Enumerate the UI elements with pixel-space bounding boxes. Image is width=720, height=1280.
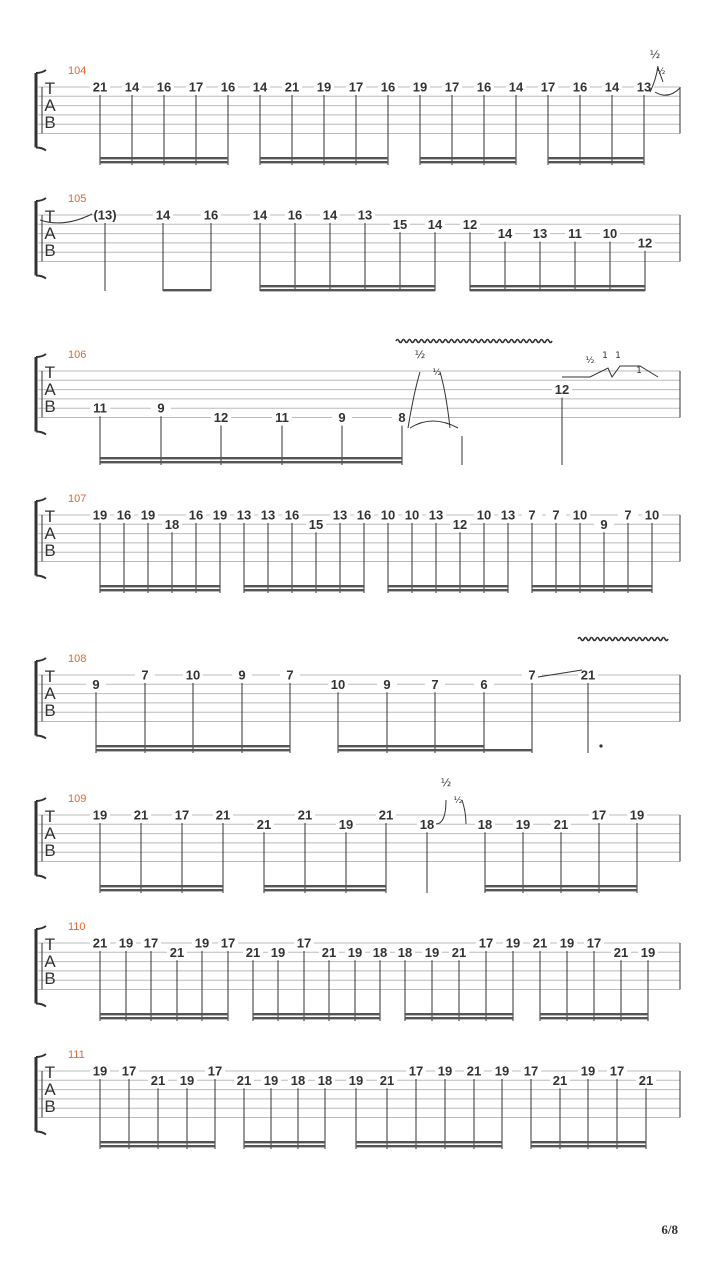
fret-number: 21 (215, 807, 231, 823)
fret-number: 18 (164, 516, 180, 532)
beam (253, 1017, 380, 1019)
bracket-hook-bottom (36, 876, 46, 879)
tab-system-110 (36, 921, 680, 1021)
beam (485, 889, 637, 891)
fret-number: 13 (357, 207, 373, 223)
beam (244, 1141, 325, 1143)
beam (338, 749, 484, 751)
fret-number: 7 (141, 667, 149, 683)
tab-clef-letter: B (44, 113, 56, 132)
fret-number: 21 (92, 935, 108, 951)
fret-number: 13 (500, 507, 516, 523)
fret-number: 21 (552, 1072, 568, 1088)
fret-number: 19 (412, 79, 428, 95)
fret-number: 7 (552, 507, 560, 523)
bracket-hook-top (36, 798, 46, 801)
fret-number: 15 (308, 516, 324, 532)
fret-number: 14 (252, 79, 268, 95)
fret-number: 21 (92, 79, 108, 95)
fret-number: 18 (372, 944, 388, 960)
fret-number: 19 (494, 1063, 510, 1079)
fret-number: 21 (297, 807, 313, 823)
beam (405, 1017, 513, 1019)
fret-number: 10 (404, 507, 420, 523)
bracket-hook-top (36, 198, 46, 201)
fret-number: 13 (236, 507, 252, 523)
bracket-hook-top (36, 354, 46, 357)
fret-number: 17 (591, 807, 607, 823)
fret-number: 19 (580, 1063, 596, 1079)
beam (260, 161, 388, 163)
beam (100, 461, 402, 463)
beam (100, 585, 220, 587)
fret-number: 19 (263, 1072, 279, 1088)
beam (253, 1013, 380, 1015)
beam (260, 289, 435, 291)
beam (100, 885, 223, 887)
fret-number: 17 (207, 1063, 223, 1079)
fret-number: 13 (260, 507, 276, 523)
tab-system-105 (36, 193, 680, 291)
beam (548, 157, 644, 159)
fret-number: 17 (174, 807, 190, 823)
vibrato-line (578, 638, 668, 641)
beam (338, 745, 484, 747)
fret-number: 17 (523, 1063, 539, 1079)
beam (540, 1013, 648, 1015)
fret-number: 21 (613, 944, 629, 960)
fret-number: 16 (284, 507, 300, 523)
fret-number: 16 (476, 79, 492, 95)
fret-number: 9 (157, 400, 165, 416)
bracket-hook-bottom (36, 148, 46, 151)
beam (470, 285, 645, 287)
beam (484, 749, 532, 751)
fret-number: 9 (383, 676, 391, 692)
fret-number: 12 (462, 216, 478, 232)
bracket-hook-bottom (36, 1004, 46, 1007)
tab-clef-letter: A (44, 1080, 56, 1099)
tab-clef-letter: A (44, 684, 56, 703)
staccato-dot (599, 744, 602, 747)
bar-number: 104 (68, 65, 87, 77)
bracket-hook-top (36, 70, 46, 73)
bracket-hook-top (36, 1054, 46, 1057)
beam (420, 161, 516, 163)
fret-number: 14 (155, 207, 171, 223)
tab-system-106 (36, 349, 680, 465)
tab-clef-letter: T (44, 807, 56, 826)
beam (420, 157, 516, 159)
beam (356, 1145, 502, 1147)
bend-amount-label: ½ (440, 776, 452, 789)
bar-number: 110 (68, 921, 86, 933)
fret-number: 17 (408, 1063, 424, 1079)
fret-number: 16 (156, 79, 172, 95)
fret-number: 21 (245, 944, 261, 960)
fret-number: 19 (270, 944, 286, 960)
fret-number: 19 (179, 1072, 195, 1088)
bar-number: 106 (68, 349, 87, 361)
beam (264, 889, 386, 891)
fret-number: 17 (540, 79, 556, 95)
tab-system-107 (36, 493, 680, 593)
beam (100, 161, 228, 163)
fret-number: 12 (554, 382, 570, 398)
fret-number: 18 (317, 1072, 333, 1088)
fret-number: 10 (380, 507, 396, 523)
tab-clef-letter: T (44, 667, 56, 686)
fret-number: 12 (213, 410, 229, 425)
tab-clef-letter: B (44, 841, 56, 860)
beam (100, 589, 220, 591)
fret-number: (13) (93, 207, 117, 223)
beam (356, 1141, 502, 1143)
fret-number: 17 (444, 79, 460, 95)
tab-clef-letter: A (44, 224, 56, 243)
release-curve (462, 800, 466, 824)
bar-number: 111 (68, 1049, 85, 1061)
fret-number: 14 (497, 226, 513, 242)
fret-number: 18 (477, 816, 493, 832)
fret-number: 7 (528, 667, 536, 683)
bracket-hook-top (36, 926, 46, 929)
bracket-hook-bottom (36, 1132, 46, 1135)
fret-number: 19 (424, 944, 440, 960)
beam (540, 1017, 648, 1019)
bend-amount-label: 1 (636, 366, 642, 376)
beam (264, 885, 386, 887)
fret-number: 17 (188, 79, 204, 95)
fret-number: 12 (452, 516, 468, 532)
fret-number: 21 (379, 1072, 395, 1088)
fret-number: 19 (515, 816, 531, 832)
fret-number: 17 (609, 1063, 625, 1079)
fret-number: 11 (93, 400, 107, 416)
fret-number: 21 (256, 816, 272, 832)
tab-clef-letter: B (44, 1097, 56, 1116)
bend-amount-label: ½ (453, 796, 463, 806)
beam (260, 285, 435, 287)
fret-number: 19 (640, 944, 656, 960)
fret-number: 21 (532, 935, 548, 951)
fret-number: 10 (476, 507, 492, 523)
fret-number: 21 (378, 807, 394, 823)
fret-number: 9 (600, 516, 608, 532)
fret-number: 7 (286, 667, 294, 683)
fret-number: 19 (338, 816, 354, 832)
fret-number: 10 (185, 667, 201, 683)
fret-number: 9 (338, 410, 346, 425)
bend-amount-label: 1 (602, 351, 608, 361)
fret-number: 17 (478, 935, 494, 951)
tab-clef-letter: T (44, 1063, 56, 1082)
fret-number: 16 (116, 507, 132, 523)
fret-number: 17 (121, 1063, 137, 1079)
fret-number: 15 (392, 216, 408, 232)
fret-number: 13 (332, 507, 348, 523)
fret-number: 21 (553, 816, 569, 832)
beam (388, 585, 508, 587)
beam (100, 1017, 228, 1019)
page-number: 6/8 (661, 1222, 678, 1237)
fret-number: 14 (427, 216, 443, 232)
beam (532, 589, 652, 591)
fret-number: 19 (140, 507, 156, 523)
bend-amount-label: ½ (414, 348, 426, 361)
fret-number: 11 (275, 410, 289, 425)
fret-number: 19 (505, 935, 521, 951)
fret-number: 21 (236, 1072, 252, 1088)
fret-number: 21 (466, 1063, 482, 1079)
slide-line (538, 670, 582, 677)
beam (531, 1145, 646, 1147)
tab-clef-letter: T (44, 363, 56, 382)
fret-number: 13 (532, 226, 548, 242)
bracket-hook-top (36, 498, 46, 501)
tab-clef-letter: T (44, 207, 56, 226)
fret-number: 18 (397, 944, 413, 960)
fret-number: 21 (321, 944, 337, 960)
bracket-hook-bottom (36, 276, 46, 279)
fret-number: 19 (118, 935, 134, 951)
fret-number: 14 (124, 79, 140, 95)
fret-number: 21 (451, 944, 467, 960)
fret-number: 12 (637, 235, 653, 251)
beam (163, 289, 211, 291)
fret-number: 6 (480, 676, 488, 692)
tab-clef-letter: A (44, 524, 56, 543)
fret-number: 21 (284, 79, 300, 95)
beam (100, 1013, 228, 1015)
fret-number: 7 (624, 507, 632, 523)
fret-number: 21 (580, 667, 596, 683)
fret-number: 17 (143, 935, 159, 951)
beam (405, 1013, 513, 1015)
tab-clef-letter: B (44, 969, 56, 988)
vibrato-line (396, 340, 552, 343)
fret-number: 9 (92, 676, 100, 692)
tab-clef-letter: B (44, 241, 56, 260)
beam (100, 457, 402, 459)
fret-number: 19 (92, 807, 108, 823)
fret-number: 10 (572, 507, 588, 523)
tab-clef-letter: T (44, 79, 56, 98)
fret-number: 14 (604, 79, 620, 95)
fret-number: 17 (348, 79, 364, 95)
beam (96, 745, 290, 747)
bracket-hook-top (36, 658, 46, 661)
bend-amount-label: ½ (656, 67, 666, 77)
fret-number: 10 (330, 676, 346, 692)
fret-number: 19 (194, 935, 210, 951)
tab-clef-letter: A (44, 380, 56, 399)
tab-system-109 (36, 793, 680, 893)
fret-number: 13 (636, 79, 652, 95)
bend-amount-label: ½ (585, 356, 595, 366)
fret-number: 17 (586, 935, 602, 951)
fret-number: 8 (398, 410, 406, 425)
bar-number: 109 (68, 793, 87, 805)
beam (100, 889, 223, 891)
beam (100, 1141, 215, 1143)
bar-number: 105 (68, 193, 87, 205)
tab-system-104 (36, 65, 680, 165)
beam (485, 885, 637, 887)
bend-amount-label: ½ (432, 368, 442, 378)
beam (244, 1145, 325, 1147)
fret-number: 19 (437, 1063, 453, 1079)
tab-clef-letter: B (44, 541, 56, 560)
fret-number: 18 (290, 1072, 306, 1088)
fret-number: 21 (150, 1072, 166, 1088)
beam (100, 1145, 215, 1147)
fret-number: 19 (348, 1072, 364, 1088)
tab-system-111 (36, 1049, 680, 1149)
beam (470, 289, 645, 291)
fret-number: 19 (559, 935, 575, 951)
bar-number: 108 (68, 653, 87, 665)
beam (244, 589, 364, 591)
fret-number: 7 (431, 676, 439, 692)
fret-number: 14 (508, 79, 524, 95)
fret-number: 7 (528, 507, 536, 523)
bar-number: 107 (68, 493, 87, 505)
fret-number: 19 (92, 507, 108, 523)
fret-number: 19 (347, 944, 363, 960)
tab-clef-letter: T (44, 507, 56, 526)
bend-curve (436, 800, 446, 824)
bracket-hook-bottom (36, 736, 46, 739)
tab-system-108 (36, 653, 680, 753)
fret-number: 21 (169, 944, 185, 960)
fret-number: 14 (322, 207, 338, 223)
beam (548, 161, 644, 163)
bend-amount-label: 1 (615, 351, 621, 361)
fret-number: 16 (572, 79, 588, 95)
beam (388, 589, 508, 591)
fret-number: 16 (380, 79, 396, 95)
tab-clef-letter: A (44, 824, 56, 843)
fret-number: 17 (296, 935, 312, 951)
fret-number: 11 (568, 226, 582, 242)
tab-clef-letter: B (44, 397, 56, 416)
fret-number: 16 (203, 207, 219, 223)
beam (244, 585, 364, 587)
fret-number: 21 (133, 807, 149, 823)
beam (532, 585, 652, 587)
fret-number: 9 (238, 667, 246, 683)
tie-arc (655, 88, 680, 95)
beam (100, 157, 228, 159)
fret-number: 19 (629, 807, 645, 823)
bracket-hook-bottom (36, 432, 46, 435)
fret-number: 13 (428, 507, 444, 523)
fret-number: 19 (316, 79, 332, 95)
beam (96, 749, 290, 751)
tab-clef-letter: T (44, 935, 56, 954)
fret-number: 14 (252, 207, 268, 223)
beam (531, 1141, 646, 1143)
fret-number: 17 (220, 935, 236, 951)
fret-number: 19 (92, 1063, 108, 1079)
fret-number: 10 (644, 507, 660, 523)
fret-number: 16 (356, 507, 372, 523)
fret-number: 16 (287, 207, 303, 223)
tab-clef-letter: A (44, 96, 56, 115)
fret-number: 16 (188, 507, 204, 523)
tie-arc (410, 421, 458, 428)
fret-number: 18 (419, 816, 435, 832)
fret-number: 19 (212, 507, 228, 523)
tab-clef-letter: B (44, 701, 56, 720)
beam (260, 157, 388, 159)
tab-clef-letter: A (44, 952, 56, 971)
fret-number: 21 (638, 1072, 654, 1088)
fret-number: 10 (602, 226, 618, 242)
bracket-hook-bottom (36, 576, 46, 579)
fret-number: 16 (220, 79, 236, 95)
bend-amount-label: ½ (649, 48, 661, 61)
